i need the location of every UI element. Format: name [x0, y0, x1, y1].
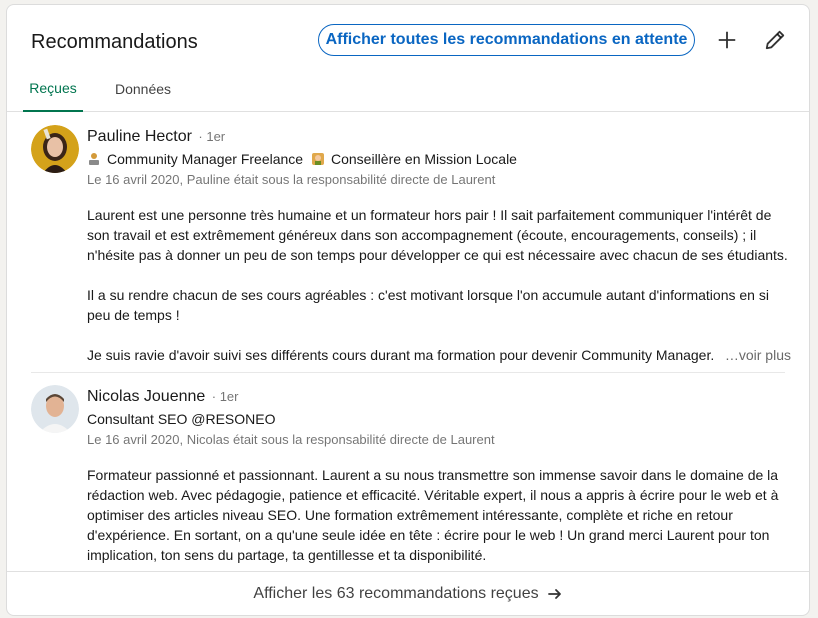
recommendation-last-line [87, 345, 791, 365]
laptop-person-emoji-icon [87, 152, 101, 166]
show-all-received-button[interactable] [7, 571, 809, 615]
recommendation-paragraph: Formateur passionné et passionnant. Laurent a su nous transmettre son immense savoir dans le domaine de la rédaction web. Avec pédagogie, patience et efficacité. Véritable expert, il nous a appris à écrire pour le web et à optimiser des articles niveau SEO. Une formation extrêmement intéressante, complète et riche en retour d'expérience. En sortant, on a qu'une seule idée en tête : écrire pour le web ! Un grand merci Laurent pour ton implication, ton sens du partage, ta gentillesse et ta disponibilité. [87, 467, 779, 563]
avatar[interactable] [31, 125, 79, 173]
plus-icon [716, 29, 738, 51]
recommendation-item [7, 373, 809, 573]
recommender-name-line [87, 388, 238, 406]
tab-given[interactable]: Données [114, 80, 172, 97]
recommendation-relationship: Le 16 avril 2020, Pauline était sous la responsabilité directe de Laurent [87, 172, 496, 187]
recommender-headline: Consultant SEO @RESONEO [87, 411, 276, 427]
see-more-link[interactable]: …voir plus [724, 347, 791, 363]
arrow-right-icon [547, 586, 563, 602]
recommendation-paragraph: Il a su rendre chacun de ses cours agréables : c'est motivant lorsque l'on accumule autant d'informations en si peu de temps ! [87, 287, 769, 323]
recommender-headline: Community Manager Freelance Conseillère en Mission Locale [87, 151, 517, 167]
recommendation-text [87, 465, 791, 565]
show-pending-recommendations-button[interactable]: Afficher toutes les recommandations en attente [318, 24, 695, 56]
avatar[interactable] [31, 385, 79, 433]
recommender-name-line [87, 128, 225, 146]
recommender-name[interactable]: Nicolas Jouenne [87, 388, 206, 405]
recommendation-paragraph: Laurent est une personne très humaine et un formateur hors pair ! Il sait parfaitement communiquer l'intérêt de son travail et est extrêmement généreux dans son accompagnement (écoute, encouragements, conseils) ; il n'hésite pas à donner un peu de son temps pour développer ce qui est nécessaire avec chacun de ses étudiants. [87, 207, 788, 263]
tab-received[interactable]: Reçues [23, 65, 83, 112]
recommendations-card [6, 4, 810, 616]
recommendation-tabs [7, 65, 809, 112]
show-all-received-label: Afficher les 63 recommandations reçues [253, 584, 539, 602]
connection-degree: · 1er [211, 389, 239, 404]
pencil-icon [764, 29, 786, 51]
section-title: Recommandations [31, 31, 198, 53]
recommendation-relationship: Le 16 avril 2020, Nicolas était sous la responsabilité directe de Laurent [87, 432, 495, 447]
recommender-name[interactable]: Pauline Hector [87, 128, 192, 145]
office-worker-emoji-icon [311, 152, 325, 166]
add-recommendation-button[interactable] [713, 26, 741, 54]
edit-recommendations-button[interactable] [761, 26, 789, 54]
connection-degree: · 1er [198, 129, 226, 144]
recommendation-item [7, 113, 809, 373]
recommendation-text [87, 205, 791, 365]
card-header [7, 5, 809, 65]
recommendation-paragraph: Je suis ravie d'avoir suivi ses différents cours durant ma formation pour devenir Community Manager. [87, 347, 715, 363]
